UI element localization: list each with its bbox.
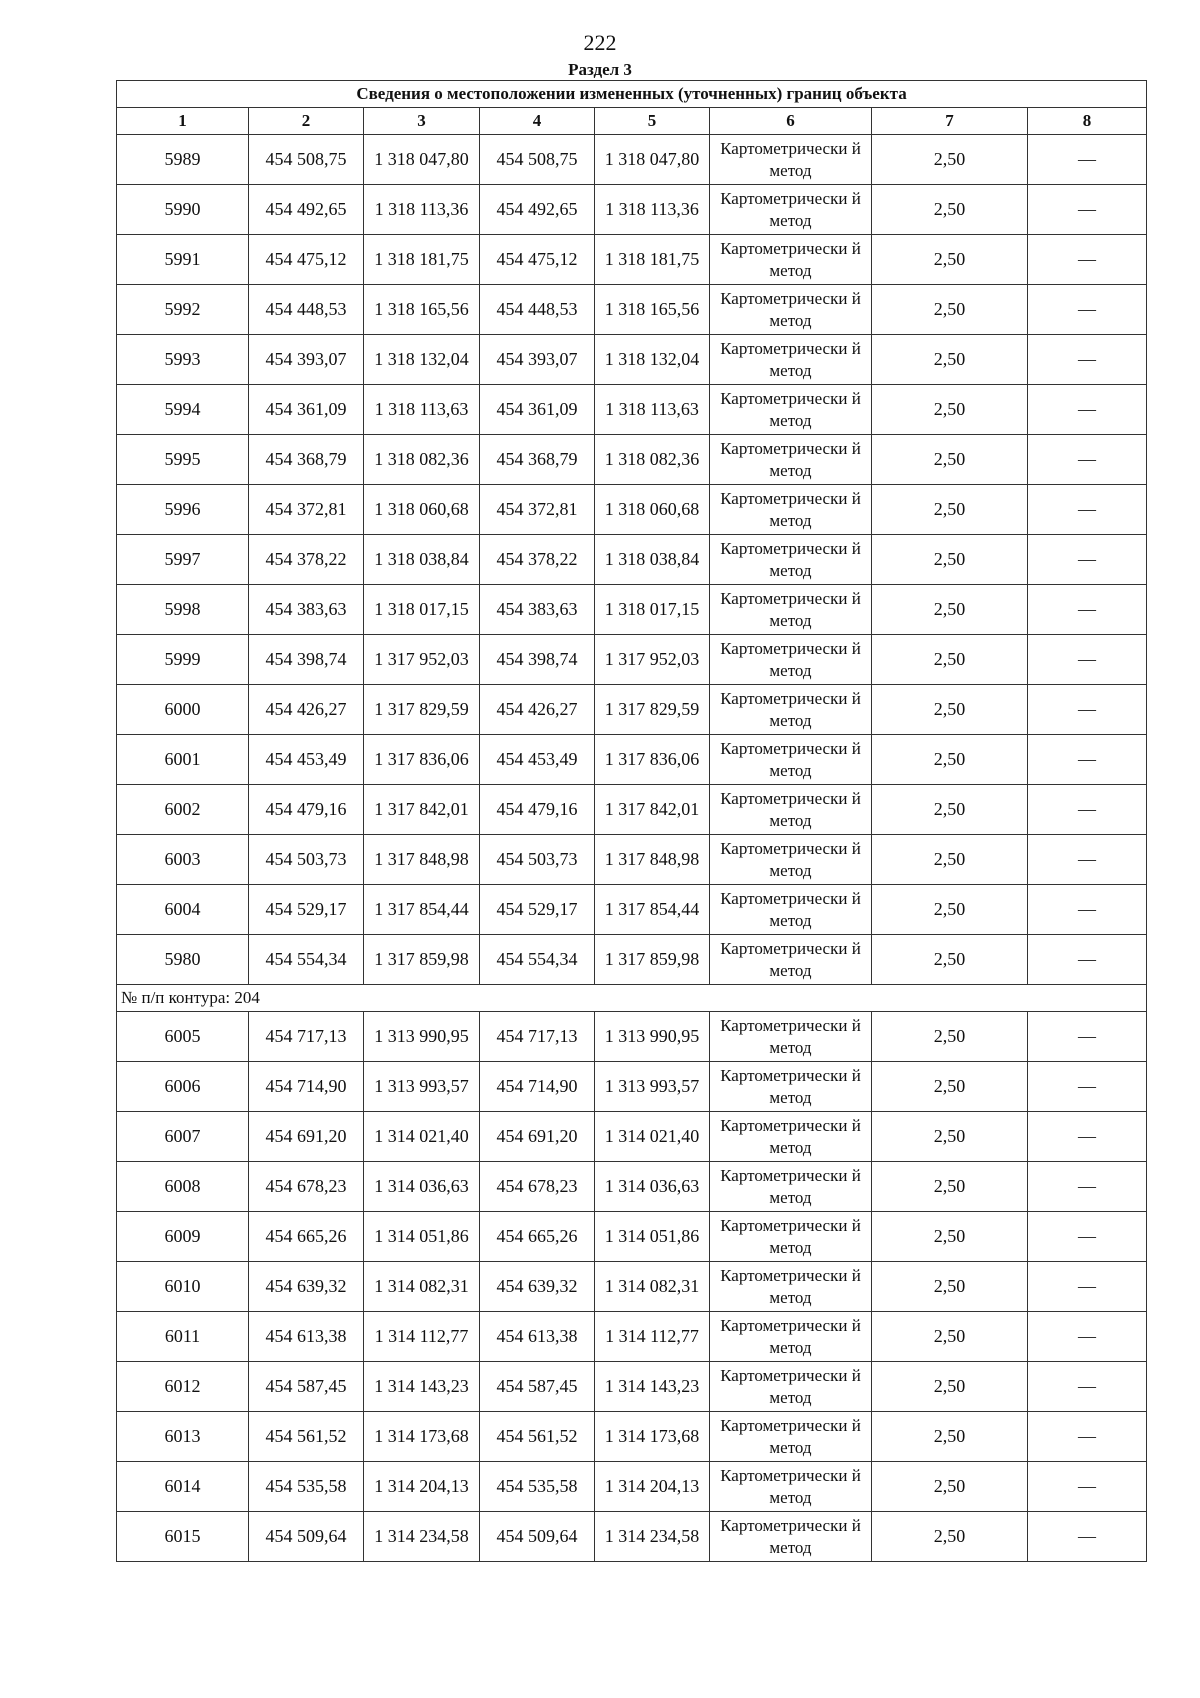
precision: 2,50 [872,1412,1028,1462]
precision: 2,50 [872,285,1028,335]
x-coordinate-old: 454 561,52 [249,1412,364,1462]
y-coordinate-old: 1 317 829,59 [364,685,480,735]
x-coordinate-new: 454 613,38 [480,1312,595,1362]
description: — [1028,185,1147,235]
table-row [117,635,1147,685]
y-coordinate-new: 1 314 204,13 [595,1462,710,1512]
x-coordinate-old: 454 361,09 [249,385,364,435]
table-row [117,935,1147,985]
x-coordinate-new: 454 508,75 [480,135,595,185]
method: Картометрически й метод [710,485,872,535]
y-coordinate-old: 1 318 082,36 [364,435,480,485]
column-number: 3 [364,108,480,135]
point-number: 5997 [117,535,249,585]
method: Картометрически й метод [710,885,872,935]
y-coordinate-old: 1 318 017,15 [364,585,480,635]
y-coordinate-old: 1 318 113,63 [364,385,480,435]
point-number: 6000 [117,685,249,735]
description: — [1028,585,1147,635]
precision: 2,50 [872,885,1028,935]
method: Картометрически й метод [710,1362,872,1412]
precision: 2,50 [872,135,1028,185]
method: Картометрически й метод [710,785,872,835]
precision: 2,50 [872,1262,1028,1312]
page-number: 222 [583,30,617,55]
x-coordinate-old: 454 393,07 [249,335,364,385]
method: Картометрически й метод [710,1062,872,1112]
method: Картометрически й метод [710,135,872,185]
x-coordinate-new: 454 554,34 [480,935,595,985]
table-row [117,135,1147,185]
method: Картометрически й метод [710,1212,872,1262]
precision: 2,50 [872,1312,1028,1362]
x-coordinate-old: 454 383,63 [249,585,364,635]
x-coordinate-old: 454 535,58 [249,1462,364,1512]
y-coordinate-old: 1 314 143,23 [364,1362,480,1412]
description: — [1028,635,1147,685]
x-coordinate-new: 454 503,73 [480,835,595,885]
table-row [117,1012,1147,1062]
x-coordinate-old: 454 426,27 [249,685,364,735]
y-coordinate-new: 1 318 113,36 [595,185,710,235]
y-coordinate-new: 1 314 112,77 [595,1312,710,1362]
method: Картометрически й метод [710,335,872,385]
y-coordinate-new: 1 314 234,58 [595,1512,710,1562]
y-coordinate-new: 1 313 990,95 [595,1012,710,1062]
description: — [1028,1512,1147,1562]
x-coordinate-old: 454 554,34 [249,935,364,985]
table-row [117,585,1147,635]
description: — [1028,285,1147,335]
point-number: 6006 [117,1062,249,1112]
y-coordinate-old: 1 313 990,95 [364,1012,480,1062]
contour-label: № п/п контура: 204 [117,985,1147,1012]
precision: 2,50 [872,935,1028,985]
y-coordinate-new: 1 314 051,86 [595,1212,710,1262]
x-coordinate-old: 454 372,81 [249,485,364,535]
table-row [117,535,1147,585]
x-coordinate-new: 454 475,12 [480,235,595,285]
x-coordinate-new: 454 691,20 [480,1112,595,1162]
table-row [117,1212,1147,1262]
method: Картометрически й метод [710,1512,872,1562]
precision: 2,50 [872,1512,1028,1562]
contour-label-row [117,985,1147,1012]
column-number: 1 [117,108,249,135]
description: — [1028,135,1147,185]
y-coordinate-new: 1 317 829,59 [595,685,710,735]
column-number: 6 [710,108,872,135]
x-coordinate-new: 454 453,49 [480,735,595,785]
method: Картометрически й метод [710,235,872,285]
point-number: 5990 [117,185,249,235]
description: — [1028,785,1147,835]
x-coordinate-new: 454 448,53 [480,285,595,335]
column-number: 5 [595,108,710,135]
x-coordinate-old: 454 717,13 [249,1012,364,1062]
point-number: 5991 [117,235,249,285]
table-row [117,485,1147,535]
x-coordinate-new: 454 587,45 [480,1362,595,1412]
x-coordinate-new: 454 492,65 [480,185,595,235]
x-coordinate-old: 454 714,90 [249,1062,364,1112]
description: — [1028,235,1147,285]
precision: 2,50 [872,685,1028,735]
x-coordinate-old: 454 613,38 [249,1312,364,1362]
boundary-table [116,80,1147,1562]
description: — [1028,1412,1147,1462]
table-row [117,835,1147,885]
y-coordinate-new: 1 314 173,68 [595,1412,710,1462]
y-coordinate-old: 1 317 854,44 [364,885,480,935]
table-row [117,1512,1147,1562]
y-coordinate-old: 1 318 181,75 [364,235,480,285]
point-number: 6003 [117,835,249,885]
column-number: 8 [1028,108,1147,135]
y-coordinate-old: 1 317 836,06 [364,735,480,785]
method: Картометрически й метод [710,1262,872,1312]
y-coordinate-new: 1 318 038,84 [595,535,710,585]
precision: 2,50 [872,735,1028,785]
x-coordinate-old: 454 691,20 [249,1112,364,1162]
x-coordinate-old: 454 587,45 [249,1362,364,1412]
point-number: 6007 [117,1112,249,1162]
x-coordinate-old: 454 479,16 [249,785,364,835]
column-number-row [117,108,1147,135]
x-coordinate-old: 454 508,75 [249,135,364,185]
x-coordinate-old: 454 378,22 [249,535,364,585]
point-number: 5999 [117,635,249,685]
y-coordinate-new: 1 314 021,40 [595,1112,710,1162]
table-row [117,335,1147,385]
x-coordinate-new: 454 535,58 [480,1462,595,1512]
x-coordinate-old: 454 509,64 [249,1512,364,1562]
column-number: 4 [480,108,595,135]
point-number: 5998 [117,585,249,635]
y-coordinate-new: 1 314 143,23 [595,1362,710,1412]
table-row [117,1362,1147,1412]
y-coordinate-new: 1 313 993,57 [595,1062,710,1112]
y-coordinate-new: 1 318 047,80 [595,135,710,185]
y-coordinate-old: 1 318 047,80 [364,135,480,185]
y-coordinate-old: 1 317 842,01 [364,785,480,835]
description: — [1028,435,1147,485]
point-number: 6005 [117,1012,249,1062]
method: Картометрически й метод [710,435,872,485]
method: Картометрически й метод [710,285,872,335]
y-coordinate-old: 1 317 952,03 [364,635,480,685]
y-coordinate-new: 1 317 848,98 [595,835,710,885]
x-coordinate-old: 454 368,79 [249,435,364,485]
x-coordinate-new: 454 714,90 [480,1062,595,1112]
description: — [1028,1362,1147,1412]
x-coordinate-old: 454 639,32 [249,1262,364,1312]
x-coordinate-new: 454 426,27 [480,685,595,735]
table-row [117,1412,1147,1462]
y-coordinate-old: 1 318 132,04 [364,335,480,385]
description: — [1028,1312,1147,1362]
method: Картометрически й метод [710,185,872,235]
description: — [1028,1012,1147,1062]
description: — [1028,1212,1147,1262]
y-coordinate-new: 1 318 060,68 [595,485,710,535]
table-row [117,1312,1147,1362]
x-coordinate-old: 454 529,17 [249,885,364,935]
y-coordinate-new: 1 318 132,04 [595,335,710,385]
x-coordinate-new: 454 393,07 [480,335,595,385]
y-coordinate-new: 1 317 859,98 [595,935,710,985]
y-coordinate-old: 1 314 051,86 [364,1212,480,1262]
description: — [1028,385,1147,435]
table-row [117,685,1147,735]
x-coordinate-new: 454 639,32 [480,1262,595,1312]
point-number: 5995 [117,435,249,485]
table-row [117,285,1147,335]
precision: 2,50 [872,235,1028,285]
table-row [117,385,1147,435]
method: Картометрически й метод [710,1012,872,1062]
table-row [117,235,1147,285]
x-coordinate-new: 454 665,26 [480,1212,595,1262]
precision: 2,50 [872,1112,1028,1162]
method: Картометрически й метод [710,585,872,635]
x-coordinate-new: 454 561,52 [480,1412,595,1462]
y-coordinate-old: 1 314 112,77 [364,1312,480,1362]
x-coordinate-new: 454 717,13 [480,1012,595,1062]
y-coordinate-old: 1 318 038,84 [364,535,480,585]
description: — [1028,885,1147,935]
method: Картометрически й метод [710,535,872,585]
x-coordinate-new: 454 479,16 [480,785,595,835]
y-coordinate-new: 1 317 836,06 [595,735,710,785]
x-coordinate-new: 454 678,23 [480,1162,595,1212]
y-coordinate-old: 1 314 173,68 [364,1412,480,1462]
table-row [117,1162,1147,1212]
precision: 2,50 [872,185,1028,235]
description: — [1028,535,1147,585]
y-coordinate-new: 1 318 017,15 [595,585,710,635]
x-coordinate-new: 454 398,74 [480,635,595,685]
point-number: 5992 [117,285,249,335]
y-coordinate-old: 1 318 165,56 [364,285,480,335]
y-coordinate-old: 1 314 234,58 [364,1512,480,1562]
description: — [1028,1062,1147,1112]
method: Картометрически й метод [710,385,872,435]
point-number: 6013 [117,1412,249,1462]
point-number: 6008 [117,1162,249,1212]
x-coordinate-new: 454 383,63 [480,585,595,635]
method: Картометрически й метод [710,1112,872,1162]
section-title: Раздел 3 [568,60,632,79]
table-row [117,785,1147,835]
table-row [117,735,1147,785]
x-coordinate-new: 454 529,17 [480,885,595,935]
y-coordinate-new: 1 318 181,75 [595,235,710,285]
table-caption: Сведения о местоположении измененных (уточненных) границ объекта [117,81,1147,108]
method: Картометрически й метод [710,835,872,885]
description: — [1028,1162,1147,1212]
precision: 2,50 [872,485,1028,535]
column-number: 7 [872,108,1028,135]
y-coordinate-new: 1 318 113,63 [595,385,710,435]
point-number: 6001 [117,735,249,785]
method: Картометрически й метод [710,1412,872,1462]
x-coordinate-old: 454 665,26 [249,1212,364,1262]
method: Картометрически й метод [710,935,872,985]
precision: 2,50 [872,435,1028,485]
precision: 2,50 [872,1012,1028,1062]
table-row [117,1262,1147,1312]
x-coordinate-old: 454 448,53 [249,285,364,335]
precision: 2,50 [872,535,1028,585]
point-number: 5980 [117,935,249,985]
table-row [117,885,1147,935]
description: — [1028,335,1147,385]
y-coordinate-old: 1 317 848,98 [364,835,480,885]
method: Картометрически й метод [710,1462,872,1512]
point-number: 5994 [117,385,249,435]
description: — [1028,1112,1147,1162]
y-coordinate-new: 1 317 854,44 [595,885,710,935]
point-number: 6002 [117,785,249,835]
point-number: 5996 [117,485,249,535]
point-number: 5989 [117,135,249,185]
precision: 2,50 [872,635,1028,685]
method: Картометрически й метод [710,685,872,735]
point-number: 6004 [117,885,249,935]
precision: 2,50 [872,1062,1028,1112]
description: — [1028,735,1147,785]
y-coordinate-old: 1 318 113,36 [364,185,480,235]
point-number: 6009 [117,1212,249,1262]
table-row [117,1462,1147,1512]
column-number: 2 [249,108,364,135]
x-coordinate-old: 454 475,12 [249,235,364,285]
precision: 2,50 [872,335,1028,385]
x-coordinate-new: 454 361,09 [480,385,595,435]
y-coordinate-new: 1 318 165,56 [595,285,710,335]
table-row [117,435,1147,485]
precision: 2,50 [872,1212,1028,1262]
y-coordinate-new: 1 317 952,03 [595,635,710,685]
y-coordinate-old: 1 317 859,98 [364,935,480,985]
precision: 2,50 [872,785,1028,835]
y-coordinate-old: 1 318 060,68 [364,485,480,535]
y-coordinate-new: 1 318 082,36 [595,435,710,485]
description: — [1028,485,1147,535]
precision: 2,50 [872,1462,1028,1512]
method: Картометрически й метод [710,1162,872,1212]
point-number: 6012 [117,1362,249,1412]
x-coordinate-old: 454 453,49 [249,735,364,785]
point-number: 6010 [117,1262,249,1312]
x-coordinate-old: 454 492,65 [249,185,364,235]
point-number: 6014 [117,1462,249,1512]
description: — [1028,935,1147,985]
precision: 2,50 [872,1362,1028,1412]
description: — [1028,1462,1147,1512]
method: Картометрически й метод [710,635,872,685]
description: — [1028,1262,1147,1312]
y-coordinate-old: 1 313 993,57 [364,1062,480,1112]
precision: 2,50 [872,1162,1028,1212]
x-coordinate-new: 454 378,22 [480,535,595,585]
description: — [1028,685,1147,735]
point-number: 6015 [117,1512,249,1562]
x-coordinate-old: 454 503,73 [249,835,364,885]
x-coordinate-old: 454 398,74 [249,635,364,685]
description: — [1028,835,1147,885]
x-coordinate-new: 454 509,64 [480,1512,595,1562]
x-coordinate-new: 454 368,79 [480,435,595,485]
y-coordinate-old: 1 314 082,31 [364,1262,480,1312]
method: Картометрически й метод [710,735,872,785]
table-row [117,185,1147,235]
y-coordinate-old: 1 314 036,63 [364,1162,480,1212]
point-number: 5993 [117,335,249,385]
x-coordinate-new: 454 372,81 [480,485,595,535]
table-row [117,1112,1147,1162]
precision: 2,50 [872,385,1028,435]
y-coordinate-new: 1 317 842,01 [595,785,710,835]
y-coordinate-old: 1 314 021,40 [364,1112,480,1162]
x-coordinate-old: 454 678,23 [249,1162,364,1212]
precision: 2,50 [872,835,1028,885]
precision: 2,50 [872,585,1028,635]
table-row [117,1062,1147,1112]
y-coordinate-old: 1 314 204,13 [364,1462,480,1512]
y-coordinate-new: 1 314 082,31 [595,1262,710,1312]
method: Картометрически й метод [710,1312,872,1362]
point-number: 6011 [117,1312,249,1362]
y-coordinate-new: 1 314 036,63 [595,1162,710,1212]
